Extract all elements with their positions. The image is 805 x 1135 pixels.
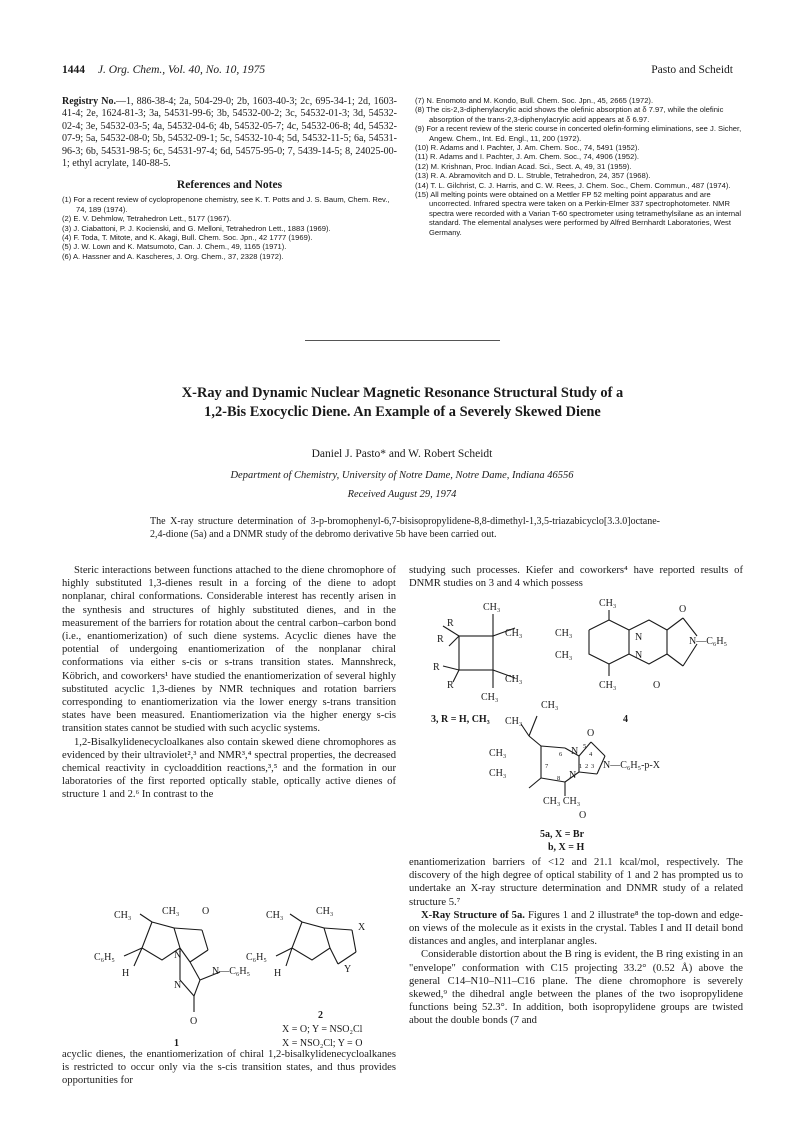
reference-item: (10) R. Adams and I. Pachter, J. Am. Chem. Soc., 74, 5491 (1952).: [415, 143, 640, 153]
reference-item: (7) N. Enomoto and M. Kondo, Bull. Chem. Soc. Jpn., 45, 2665 (1972).: [415, 96, 654, 105]
page-number: 1444: [62, 64, 85, 76]
s3-label: 3, R = H, CH₃: [431, 714, 490, 725]
registry-label: Registry No.: [62, 96, 116, 107]
s1-label: 1: [174, 1038, 179, 1049]
s5-atom-number: 8: [557, 775, 561, 782]
s5-ch3-left-top: CH₃: [505, 716, 523, 727]
abstract: The X-ray structure determination of 3-p-bromophenyl-6,7-bisisopropylidene-8,8-dimethyl-1,3,5-triazabicyclo[3.3.0]octane-2,4-dione (5a) and a DNMR study of the debromo derivative 5b have been carried out.: [150, 516, 660, 540]
s3-ch3-right-2: CH₃: [505, 674, 523, 685]
references-right-list: [415, 96, 742, 237]
s2-y: Y: [344, 964, 352, 975]
s1-nitrogen-2: N: [174, 980, 182, 991]
s4-oxygen-bottom: O: [653, 680, 661, 691]
paragraph: acyclic dienes, the enantiomerization of chiral 1,2-bisalkylidenecycloalkanes is restricted to occur only via the s-cis transition states, and thus provides opportunities for: [62, 1049, 396, 1087]
s5-legend: [540, 828, 584, 854]
paragraph-xray: [409, 909, 743, 949]
s1-nitrogen-1: N: [174, 950, 182, 961]
received-date: Received August 29, 1974: [347, 489, 457, 500]
s4-ch3-top: CH₃: [599, 598, 617, 609]
s4-nitrogen-2: N: [635, 650, 643, 661]
references-heading: References and Notes: [176, 179, 283, 192]
s1-oxygen-bottom: O: [190, 1016, 198, 1027]
s4-ch3-left-2: CH₃: [555, 650, 573, 661]
running-head-left: [62, 64, 265, 80]
s5-atom-number: 5: [583, 743, 587, 750]
s2-x: X: [358, 922, 366, 933]
s3-ch3-bottom: CH₃: [481, 692, 499, 703]
reference-item: (14) T. L. Gilchrist, C. J. Harris, and C. W. Rees, J. Chem. Soc., Chem. Commun., 487 (1974).: [415, 180, 731, 190]
top-left-column: [62, 96, 397, 261]
title-line-2: 1,2-Bis Exocyclic Diene. An Example of a Severely Skewed Diene: [204, 404, 601, 420]
running-head: [62, 64, 733, 80]
s3-ch3-top: CH₃: [483, 602, 501, 613]
reference-item: (3) J. Ciabattoni, P. J. Kocienski, and G. Melloni, Tetrahedron Lett., 1883 (1969).: [62, 223, 331, 233]
body-left-column: [62, 564, 396, 802]
registry-numbers: [62, 96, 397, 170]
s2-definition-2: X = NSO₂Cl; Y = O: [282, 1038, 363, 1049]
affiliation: Department of Chemistry, University of Notre Dame, Notre Dame, Indiana 46556: [230, 470, 574, 481]
paragraph: 1,2-Bisalkylidenecycloalkanes also contain skewed diene chromophores as evidenced by their ultraviolet²,³ and NMR³,⁴ spectral properties, the decreased chemical reactivity in cycloaddition reactions,³,⁵ and the formation in our laboratories of the first reported optically stable, optically active dienes of structure 1 and 2.⁶ In contrast to the: [62, 736, 396, 801]
s1-oxygen-top: O: [202, 906, 210, 917]
s4-n-phenyl: N—C₆H₅: [689, 636, 728, 647]
reference-item: (1) For a recent review of cyclopropenone chemistry, see K. T. Potts and J. S. Baum, Chem. Rev., 74, 189 (1974).: [62, 195, 390, 214]
s2-phenyl: C₆H₅: [246, 952, 267, 963]
reference-item: (15) All melting points were obtained on a Mettler FP 52 melting point apparatus and are uncorrected. Infrared spectra were taken on a Perkin-Elmer 337 spectrophotometer. NMR spectra were recorded with a Varian T-60 spectrometer using tetramethylsilane as an internal standard. The elemental analyses were performed by Alfred Bernhardt Laboratories, West Germany.: [415, 190, 742, 237]
s4-oxygen-top: O: [679, 604, 687, 615]
structures-1-and-2: [62, 900, 396, 1050]
section-heading-xray: X-Ray Structure of 5a.: [421, 909, 525, 921]
body-right-column-continued: [409, 856, 743, 1028]
top-right-column: [415, 96, 742, 261]
s4-ch3-bottom: CH₃: [599, 680, 617, 691]
s4-ch3-left-1: CH₃: [555, 628, 573, 639]
s2-ch3-left: CH₃: [266, 910, 284, 921]
paragraph-text: Figures 1 and 2 illustrate⁸ the top-down and edge-on views of the molecule as it exists in the crystal. Tables I and II detail bond distances and angles, and interplanar angles.: [409, 909, 743, 948]
body-right-column: [409, 564, 743, 590]
article-authors: Daniel J. Pasto* and W. Robert Scheidt: [311, 448, 493, 460]
paragraph: studying such processes. Kiefer and coworkers⁴ have reported results of DNMR studies on 3 and 4 which possess: [409, 565, 743, 590]
section-divider: [305, 340, 500, 341]
s2-ch3-right: CH₃: [316, 906, 334, 917]
s5-n-aryl: N—C₆H₅-p-X: [603, 760, 660, 771]
s5-atom-number: 7: [545, 763, 549, 770]
s5-label-a: 5a, X = Br: [540, 829, 585, 840]
s5-atom-number: 2: [585, 763, 589, 770]
s2-hydrogen: H: [274, 968, 282, 979]
reference-item: (5) J. W. Lown and K. Matsumoto, Can. J. Chem., 49, 1165 (1971).: [62, 242, 287, 252]
s5-ch3-bottom: CH₃ CH₃: [543, 796, 581, 807]
journal-citation: J. Org. Chem., Vol. 40, No. 10, 1975: [97, 64, 266, 76]
s1-ch3-right: CH₃: [162, 906, 180, 917]
s3-r-3: R: [433, 662, 440, 673]
s5-ch3-left-1: CH₃: [489, 748, 507, 759]
structures-3-4-5: [409, 596, 743, 822]
body-left-column-continued: [62, 1048, 396, 1088]
s5-nitrogen-5: N: [571, 746, 579, 757]
article-title: [90, 384, 715, 422]
s4-nitrogen-1: N: [635, 632, 643, 643]
references-left-list: [62, 195, 397, 261]
paragraph: enantiomerization barriers of <12 and 21.1 kcal/mol, respectively. The discovery of the high degree of optical stability of 1 and 2 has prompted us to undertake an X-ray structure determination and DNMR study of a related structure 5.⁷: [409, 857, 743, 908]
paragraph: Steric interactions between functions attached to the diene chromophore of highly substituted 1,3-dienes result in a forcing of the diene to adopt nonplanar, chiral conformations. Considerable interest has recently arisen in the synthesis and structures of highly substituted dienes, and in the measurement of the barriers for rotation about the central carbon–carbon bond (i.e., enantiomerization) of such diene systems. Acyclic dienes have the potential of undergoing enantiomerization of the nonplanar chiral conformations via either s-cis or s-trans transition states. Mannshreck, Köbrich, and coworkers¹ have studied the enantiomerization of several highly substituted acyclic 1,3-dienes by NMR techniques and rotation barriers corresponding to enantiomerization via the lower energy s-trans transition states have been measured. Enantiomerization via the higher energy s-cis transition states cannot be studied with such acyclic systems.: [62, 565, 396, 735]
previous-article-end: [62, 96, 742, 261]
reference-item: (4) F. Toda, T. Mitote, and K. Akagi, Bull. Chem. Soc. Jpn., 42 1777 (1969).: [62, 233, 313, 243]
s3-ch3-right: CH₃: [505, 628, 523, 639]
s3-r-2: R: [437, 634, 444, 645]
s1-n-phenyl: N—C₆H₅: [212, 966, 251, 977]
s5-ch3-left-2: CH₃: [489, 768, 507, 779]
reference-item: (6) A. Hassner and A. Kascheres, J. Org. Chem., 37, 2328 (1972).: [62, 251, 284, 261]
title-line-1: X-Ray and Dynamic Nuclear Magnetic Resonance Structural Study of a: [181, 385, 624, 401]
reference-item: (8) The cis-2,3-diphenylacrylic acid shows the olefinic absorption at δ 7.97, while the olefinic absorption of the trans-2,3-diphenylacrylic acid appears at δ 6.97.: [415, 105, 724, 124]
s1-hydrogen: H: [122, 968, 130, 979]
s5-nitrogen-1: N: [569, 770, 577, 781]
s3-r-1: R: [447, 618, 454, 629]
s5-atom-number: 4: [589, 751, 593, 758]
s5-atom-number: 6: [559, 751, 563, 758]
running-head-authors: Pasto and Scheidt: [651, 64, 733, 76]
reference-item: (9) For a recent review of the steric course in concerted olefin-forming eliminations, see J. Sicher, Angew. Chem., Int. Ed. Engl., 11, 200 (1972).: [415, 124, 742, 143]
s5-label-b: b, X = H: [548, 842, 585, 853]
s2-label: 2: [318, 1010, 323, 1021]
registry-text: —1, 886-38-4; 2a, 504-29-0; 2b, 1603-40-3; 2c, 695-34-1; 2d, 1603-41-4; 2e, 1624-81-3; 3a, 54531-99-6; 3b, 54532-00-2; 3c, 54532-01-3; 3d, 54532-02-4; 3e, 54532-03-5; 4a, 54532-04-6; 4b, 54532-05-7; 4c, 54532-06-8; 4d, 54532-07-9; 5a, 54532-08-0; 5b, 54532-09-1; 5c, 54532-10-4; 5d, 54532-11-5; 6a, 54531-96-3; 6b, 54531-98-5; 6c, 54531-97-4; 6d, 54575-95-0; 7, 5439-14-5; 8, 24025-00-1; ethyl acrylate, 140-88-5.: [62, 96, 397, 170]
reference-item: (13) R. A. Abramovitch and D. L. Struble, Tetrahedron, 24, 357 (1968).: [415, 171, 651, 181]
s4-label: 4: [623, 714, 628, 725]
s5-atom-number: 3: [591, 763, 595, 770]
s5-oxygen-bottom: O: [579, 810, 587, 821]
reference-item: (2) E. V. Dehmlow, Tetrahedron Lett., 5177 (1967).: [62, 214, 232, 224]
s3-r-4: R: [447, 680, 454, 691]
s1-phenyl: C₆H₅: [94, 952, 115, 963]
s5-atom-number: 1: [579, 763, 583, 770]
reference-item: (12) M. Krishnan, Proc. Indian Acad. Sci., Sect. A, 49, 31 (1959).: [415, 161, 632, 171]
s2-definition-1: X = O; Y = NSO₂Cl: [282, 1024, 363, 1035]
paragraph: Considerable distortion about the B ring is evident, the B ring existing in an "envelope" conformation with C15 projecting 33.2° (0.52 Å) above the general C14–N10–N11–C16 plane. The diene chromophore is severely skewed,⁹ the dihedral angle between the planes of the two isopropylidene functions being 52.3°. In addition, both isopropylidene groups are twisted about the double bonds (7 and: [409, 949, 743, 1027]
s5-oxygen-top: O: [587, 728, 595, 739]
s5-ch3-top: CH₃: [541, 700, 559, 711]
s1-ch3-left: CH₃: [114, 910, 132, 921]
reference-item: (11) R. Adams and I. Pachter, J. Am. Chem. Soc., 74, 4906 (1952).: [415, 152, 639, 162]
